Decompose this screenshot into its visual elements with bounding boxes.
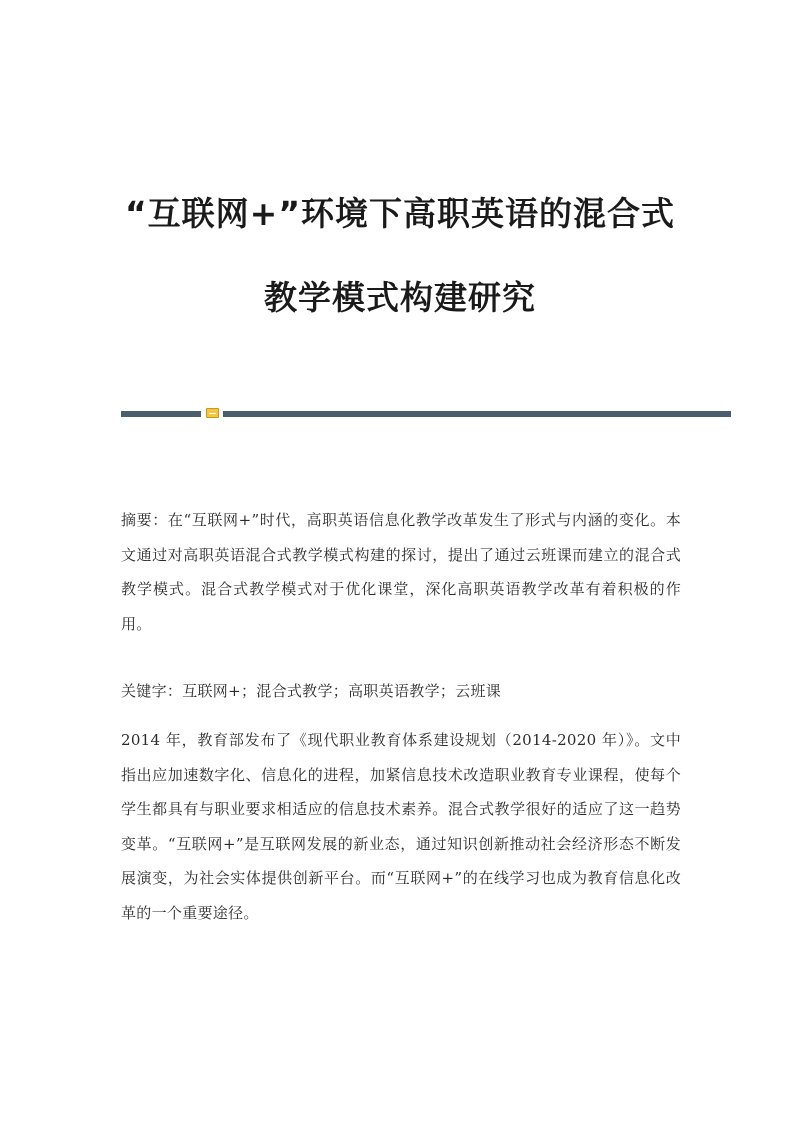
title-divider (121, 408, 731, 418)
title-line-1: “互联网+”环境下高职英语的混合式 (124, 194, 676, 233)
keywords-line: 关键字：互联网+；混合式教学；高职英语教学；云班课 (121, 682, 502, 700)
divider-bar-left (121, 411, 201, 417)
title-line-2: 教学模式构建研究 (264, 278, 536, 317)
divider-mark-icon (206, 408, 219, 418)
body-paragraph: 2014 年，教育部发布了《现代职业教育体系建设规划（2014-2020 年）》。文中指出应加速数字化、信息化的进程，加紧信息技术改造职业教育专业课程，使每个学生都具有与职业要求相适应的信息技术素养。混合式教学很好的适应了这一趋势变革。“互联网+”是互联网发展的新业态，通过知识创新推动社会经济形态不断发展演变，为社会实体提供创新平台。而“互联网+”的在线学习也成为教育信息化改革的一个重要途径。 (121, 731, 681, 922)
abstract-paragraph: 摘要：在“互联网+”时代，高职英语信息化教学改革发生了形式与内涵的变化。本文通过对高职英语混合式教学模式构建的探讨，提出了通过云班课而建立的混合式教学模式。混合式教学模式对于优化课堂，深化高职英语教学改革有着积极的作用。 (121, 511, 681, 633)
divider-bar-right (223, 411, 731, 417)
